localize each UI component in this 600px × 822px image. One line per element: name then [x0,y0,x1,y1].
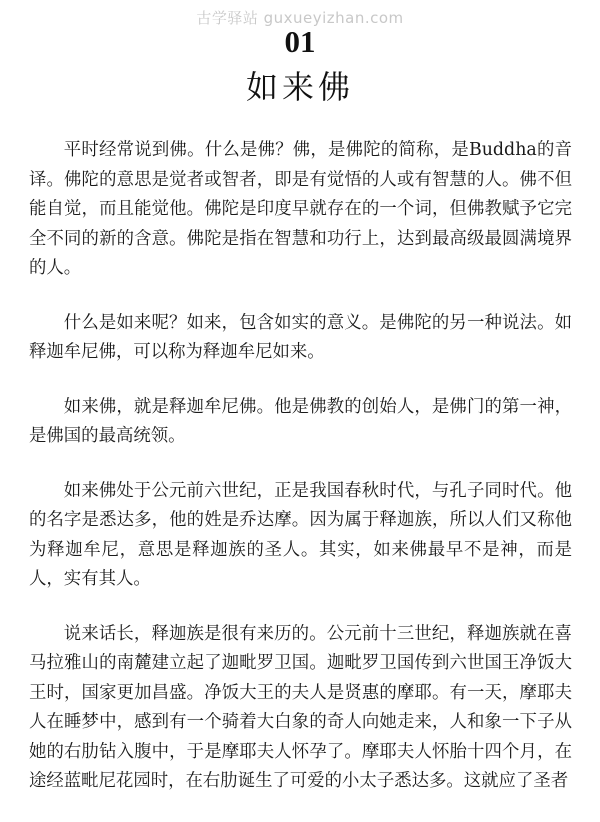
paragraph-4: 如来佛处于公元前六世纪，正是我国春秋时代，与孔子同时代。他的名字是悉达多，他的姓是乔达摩。因为属于释迦族，所以人们又称他为释迦牟尼，意思是释迦族的圣人。其实，如来佛最早不是神，而是人，实有其人。 [29,480,572,589]
chapter-title: 如来佛 [245,68,354,106]
chapter-body [29,136,572,822]
paragraph-5: 说来话长，释迦族是很有来历的。公元前十三世纪，释迦族就在喜马拉雅山的南麓建立起了迦毗罗卫国。迦毗罗卫国传到六世国王净饭大王时，国家更加昌盛。净饭大王的夫人是贤惠的摩耶。有一天，摩耶夫人在睡梦中，感到有一个骑着大白象的奇人向她走来，人和象一下子从她的右肋钻入腹中，于是摩耶夫人怀孕了。摩耶夫人怀胎十四个月，在途经蓝毗尼花园时，在右肋诞生了可爱的小太子悉达多。这就应了圣者 [29,623,572,791]
paragraph-2: 什么是如来呢？如来，包含如实的意义。是佛陀的另一种说法。如释迦牟尼佛，可以称为释迦牟尼如来。 [29,312,572,362]
watermark: 古学驿站 guxueyizhan.com [196,9,404,27]
paragraph-1: 平时经常说到佛。什么是佛？佛，是佛陀的简称，是Buddha的音译。佛陀的意思是觉者或智者，即是有觉悟的人或有智慧的人。佛不但能自觉，而且能觉他。佛陀是印度早就存在的一个词，但佛教赋予它完全不同的新的含意。佛陀是指在智慧和功行上，达到最高级最圆满境界的人。 [29,140,572,278]
paragraph-3: 如来佛，就是释迦牟尼佛。他是佛教的创始人，是佛门的第一神，是佛国的最高统领。 [29,396,572,446]
chapter-number: 01 [284,24,316,59]
